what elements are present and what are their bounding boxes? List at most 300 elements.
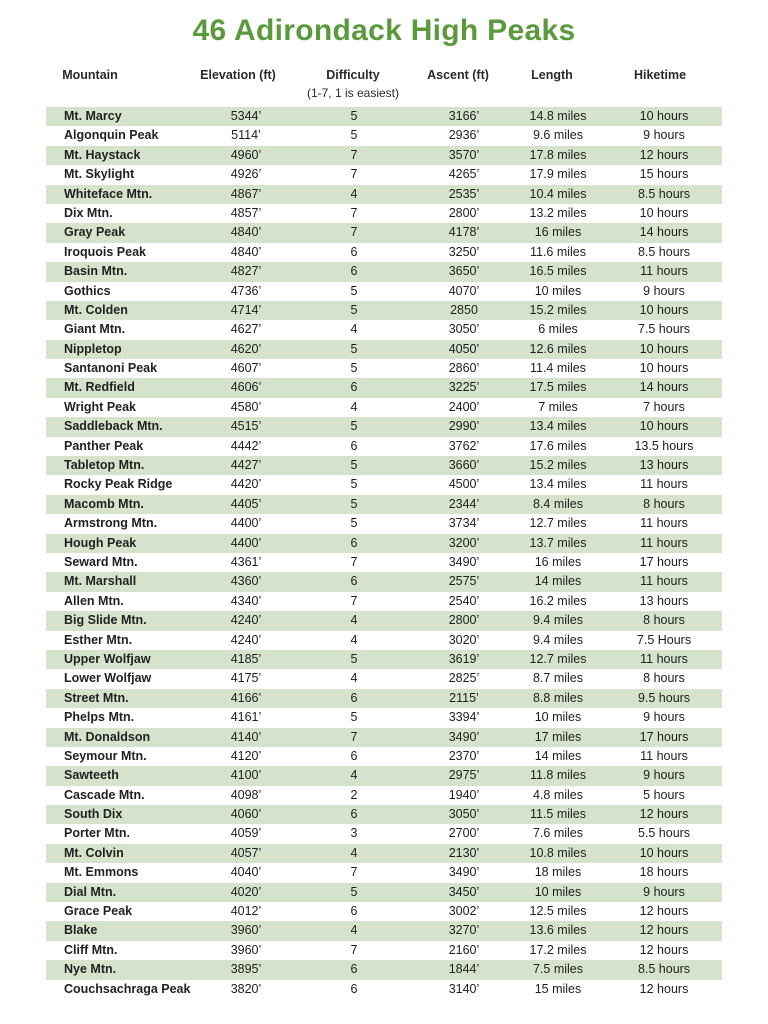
cell-ascent: 3200’ bbox=[448, 535, 480, 550]
cell-length: 9.4 miles bbox=[532, 613, 584, 628]
cell-ascent: 2344’ bbox=[448, 496, 480, 511]
table-row bbox=[46, 514, 722, 533]
table-row bbox=[46, 921, 722, 940]
cell-mountain: Mt. Colvin bbox=[64, 845, 124, 860]
cell-length: 15.2 miles bbox=[529, 458, 587, 473]
cell-hiketime: 8.5 hours bbox=[637, 962, 691, 977]
table-row bbox=[46, 786, 722, 805]
cell-length: 8.4 miles bbox=[532, 496, 584, 511]
cell-difficulty: 6 bbox=[350, 904, 358, 919]
cell-difficulty: 2 bbox=[350, 787, 358, 802]
header-ascent: Ascent (ft) bbox=[427, 68, 489, 82]
cell-length: 9.6 miles bbox=[532, 128, 584, 143]
table-row bbox=[46, 824, 722, 843]
cell-mountain: Mt. Skylight bbox=[64, 167, 135, 182]
cell-mountain: Gothics bbox=[64, 283, 111, 298]
cell-ascent: 3490’ bbox=[448, 729, 480, 744]
cell-elevation: 4607’ bbox=[230, 361, 262, 376]
cell-elevation: 4140’ bbox=[230, 729, 262, 744]
cell-mountain: Blake bbox=[64, 923, 98, 938]
cell-difficulty: 6 bbox=[350, 962, 358, 977]
cell-length: 16.5 miles bbox=[529, 264, 587, 279]
cell-ascent: 4050’ bbox=[448, 341, 480, 356]
cell-length: 13.4 miles bbox=[529, 419, 587, 434]
cell-length: 17.8 miles bbox=[529, 147, 587, 162]
cell-difficulty: 7 bbox=[350, 205, 358, 220]
cell-difficulty: 5 bbox=[350, 496, 358, 511]
cell-ascent: 3490’ bbox=[448, 865, 480, 880]
cell-difficulty: 4 bbox=[350, 768, 358, 783]
cell-difficulty: 7 bbox=[350, 942, 358, 957]
cell-elevation: 4442’ bbox=[230, 438, 262, 453]
table-row bbox=[46, 592, 722, 611]
cell-hiketime: 7.5 Hours bbox=[636, 632, 692, 647]
cell-length: 10 miles bbox=[534, 283, 582, 298]
cell-ascent: 3619’ bbox=[448, 651, 480, 666]
table-row bbox=[46, 805, 722, 824]
cell-ascent: 3002’ bbox=[448, 904, 480, 919]
table-row bbox=[46, 844, 722, 863]
cell-mountain: Seward Mtn. bbox=[64, 554, 138, 569]
table-row bbox=[46, 359, 722, 378]
cell-mountain: Grace Peak bbox=[64, 904, 133, 919]
cell-length: 11.8 miles bbox=[529, 768, 587, 783]
cell-difficulty: 5 bbox=[350, 710, 358, 725]
table-row bbox=[46, 204, 722, 223]
cell-elevation: 4060’ bbox=[230, 807, 262, 822]
cell-difficulty: 4 bbox=[350, 613, 358, 628]
cell-difficulty: 6 bbox=[350, 690, 358, 705]
cell-hiketime: 8 hours bbox=[643, 613, 685, 628]
cell-ascent: 3225’ bbox=[448, 380, 480, 395]
cell-mountain: Porter Mtn. bbox=[64, 826, 130, 841]
cell-ascent: 3166’ bbox=[448, 109, 480, 123]
cell-elevation: 4161’ bbox=[230, 710, 262, 725]
cell-difficulty: 5 bbox=[350, 109, 358, 123]
cell-mountain: Basin Mtn. bbox=[64, 264, 128, 279]
cell-elevation: 4840’ bbox=[230, 225, 262, 240]
cell-ascent: 2825’ bbox=[448, 671, 480, 686]
cell-elevation: 4057’ bbox=[230, 845, 262, 860]
cell-elevation: 4120’ bbox=[230, 748, 262, 763]
table-row bbox=[46, 417, 722, 436]
table-row bbox=[46, 669, 722, 688]
cell-elevation: 4400’ bbox=[230, 535, 262, 550]
cell-difficulty: 6 bbox=[350, 380, 358, 395]
cell-difficulty: 4 bbox=[350, 845, 358, 860]
cell-hiketime: 10 hours bbox=[639, 341, 689, 356]
cell-hiketime: 13.5 hours bbox=[634, 438, 694, 453]
cell-difficulty: 7 bbox=[350, 865, 358, 880]
cell-elevation: 4020’ bbox=[230, 884, 262, 899]
cell-difficulty: 7 bbox=[350, 147, 358, 162]
cell-mountain: Macomb Mtn. bbox=[64, 496, 144, 511]
cell-mountain: Nye Mtn. bbox=[64, 962, 117, 977]
cell-length: 4.8 miles bbox=[532, 787, 584, 802]
table-row bbox=[46, 883, 722, 902]
table-row bbox=[46, 398, 722, 417]
cell-hiketime: 17 hours bbox=[639, 729, 689, 744]
cell-elevation: 4960’ bbox=[230, 147, 262, 162]
cell-length: 6 miles bbox=[538, 322, 578, 337]
cell-mountain: Seymour Mtn. bbox=[64, 748, 147, 763]
cell-difficulty: 5 bbox=[350, 458, 358, 473]
table-row bbox=[46, 301, 722, 320]
cell-hiketime: 14 hours bbox=[639, 225, 689, 240]
cell-elevation: 5114’ bbox=[231, 128, 261, 143]
cell-mountain: Whiteface Mtn. bbox=[64, 186, 153, 201]
cell-mountain: Iroquois Peak bbox=[64, 244, 146, 259]
cell-hiketime: 10 hours bbox=[639, 302, 689, 317]
cell-length: 17.6 miles bbox=[529, 438, 587, 453]
cell-elevation: 3960’ bbox=[230, 942, 262, 957]
cell-hiketime: 7 hours bbox=[643, 399, 685, 414]
cell-mountain: Dial Mtn. bbox=[64, 884, 117, 899]
cell-length: 14.8 miles bbox=[529, 109, 587, 123]
cell-elevation: 4867’ bbox=[230, 186, 262, 201]
cell-length: 17 miles bbox=[534, 729, 582, 744]
cell-hiketime: 9 hours bbox=[643, 710, 685, 725]
cell-hiketime: 12 hours bbox=[639, 923, 689, 938]
cell-difficulty: 3 bbox=[350, 826, 358, 841]
cell-mountain: Mt. Haystack bbox=[64, 147, 141, 162]
cell-mountain: Saddleback Mtn. bbox=[64, 419, 163, 434]
table-row bbox=[46, 611, 722, 630]
cell-length: 15.2 miles bbox=[529, 302, 587, 317]
cell-ascent: 4070’ bbox=[448, 283, 480, 298]
cell-mountain: Mt. Donaldson bbox=[64, 729, 151, 744]
header-difficulty bbox=[284, 66, 422, 102]
cell-mountain: Esther Mtn. bbox=[64, 632, 133, 647]
cell-elevation: 4515’ bbox=[230, 419, 262, 434]
cell-hiketime: 11 hours bbox=[640, 477, 688, 492]
cell-ascent: 1940’ bbox=[448, 787, 480, 802]
cell-hiketime: 8.5 hours bbox=[637, 186, 691, 201]
cell-elevation: 4840’ bbox=[230, 244, 262, 259]
cell-length: 16.2 miles bbox=[529, 593, 587, 608]
table-row bbox=[46, 282, 722, 301]
cell-difficulty: 5 bbox=[350, 477, 358, 492]
cell-mountain: Rocky Peak Ridge bbox=[64, 477, 173, 492]
cell-mountain: Cliff Mtn. bbox=[64, 942, 118, 957]
cell-length: 15 miles bbox=[534, 981, 582, 996]
cell-ascent: 3050’ bbox=[448, 322, 480, 337]
cell-length: 11.5 miles bbox=[529, 807, 587, 822]
cell-mountain: Big Slide Mtn. bbox=[64, 613, 147, 628]
table-row bbox=[46, 165, 722, 184]
cell-hiketime: 11 hours bbox=[640, 264, 688, 279]
cell-difficulty: 5 bbox=[350, 419, 358, 434]
cell-length: 14 miles bbox=[534, 748, 582, 763]
cell-hiketime: 10 hours bbox=[639, 109, 689, 123]
cell-hiketime: 8 hours bbox=[643, 671, 685, 686]
cell-difficulty: 6 bbox=[350, 807, 358, 822]
cell-hiketime: 17 hours bbox=[639, 554, 689, 569]
cell-length: 13.7 miles bbox=[529, 535, 587, 550]
cell-elevation: 4580’ bbox=[230, 399, 262, 414]
cell-elevation: 4714’ bbox=[230, 302, 262, 317]
header-difficulty-label: Difficulty bbox=[326, 68, 380, 82]
cell-hiketime: 11 hours bbox=[640, 748, 688, 763]
cell-mountain: Mt. Emmons bbox=[64, 865, 139, 880]
header-mountain: Mountain bbox=[62, 68, 118, 82]
cell-difficulty: 4 bbox=[350, 322, 358, 337]
cell-ascent: 2540’ bbox=[448, 593, 480, 608]
cell-difficulty: 7 bbox=[350, 593, 358, 608]
cell-ascent: 3570’ bbox=[448, 147, 480, 162]
cell-elevation: 4606’ bbox=[230, 380, 262, 395]
header-hiketime: Hiketime bbox=[633, 68, 687, 82]
cell-ascent: 2370’ bbox=[448, 748, 480, 763]
table-row bbox=[46, 126, 722, 145]
cell-hiketime: 9.5 hours bbox=[637, 690, 691, 705]
cell-hiketime: 5 hours bbox=[643, 787, 685, 802]
table-row bbox=[46, 262, 722, 281]
cell-length: 16 miles bbox=[534, 225, 582, 240]
cell-ascent: 2160’ bbox=[448, 942, 480, 957]
cell-difficulty: 7 bbox=[350, 167, 358, 182]
cell-length: 17.5 miles bbox=[529, 380, 587, 395]
table-row bbox=[46, 340, 722, 359]
cell-hiketime: 12 hours bbox=[639, 904, 689, 919]
cell-mountain: Hough Peak bbox=[64, 535, 137, 550]
cell-difficulty: 6 bbox=[350, 981, 358, 996]
cell-difficulty: 6 bbox=[350, 535, 358, 550]
cell-ascent: 2400’ bbox=[448, 399, 480, 414]
cell-elevation: 4827’ bbox=[230, 264, 262, 279]
cell-elevation: 4361’ bbox=[230, 554, 262, 569]
cell-hiketime: 18 hours bbox=[639, 865, 689, 880]
cell-difficulty: 4 bbox=[350, 671, 358, 686]
table-row bbox=[46, 902, 722, 921]
table-row bbox=[46, 223, 722, 242]
cell-length: 17.2 miles bbox=[529, 942, 587, 957]
cell-elevation: 4427’ bbox=[230, 458, 262, 473]
cell-length: 12.7 miles bbox=[529, 516, 587, 531]
header-length: Length bbox=[531, 68, 573, 82]
cell-length: 14 miles bbox=[534, 574, 582, 589]
cell-length: 13.4 miles bbox=[529, 477, 587, 492]
cell-ascent: 3270’ bbox=[448, 923, 480, 938]
cell-elevation: 4340’ bbox=[230, 593, 262, 608]
cell-ascent: 2535’ bbox=[448, 186, 480, 201]
table-row bbox=[46, 495, 722, 514]
cell-length: 17.9 miles bbox=[529, 167, 587, 182]
cell-mountain: Nippletop bbox=[64, 341, 122, 356]
cell-ascent: 3650’ bbox=[448, 264, 480, 279]
cell-ascent: 2860’ bbox=[448, 361, 480, 376]
table-row bbox=[46, 553, 722, 572]
cell-hiketime: 9 hours bbox=[643, 768, 685, 783]
cell-ascent: 2936’ bbox=[448, 128, 480, 143]
cell-elevation: 4620’ bbox=[230, 341, 262, 356]
cell-hiketime: 9 hours bbox=[643, 128, 685, 143]
cell-length: 18 miles bbox=[534, 865, 582, 880]
cell-difficulty: 5 bbox=[350, 341, 358, 356]
cell-length: 11.6 miles bbox=[529, 244, 587, 259]
cell-ascent: 2800’ bbox=[448, 613, 480, 628]
header-elevation: Elevation (ft) bbox=[200, 68, 276, 82]
peaks-table bbox=[46, 107, 722, 999]
cell-length: 7.6 miles bbox=[532, 826, 584, 841]
cell-difficulty: 6 bbox=[350, 438, 358, 453]
cell-ascent: 3394’ bbox=[448, 710, 480, 725]
cell-mountain: Couchsachraga Peak bbox=[64, 981, 191, 996]
cell-elevation: 4240’ bbox=[230, 613, 262, 628]
cell-length: 12.5 miles bbox=[529, 904, 587, 919]
cell-elevation: 3960’ bbox=[230, 923, 262, 938]
cell-hiketime: 12 hours bbox=[639, 147, 689, 162]
cell-length: 16 miles bbox=[534, 554, 582, 569]
cell-hiketime: 11 hours bbox=[640, 535, 688, 550]
table-row bbox=[46, 650, 722, 669]
cell-mountain: Sawteeth bbox=[64, 768, 119, 783]
cell-difficulty: 4 bbox=[350, 923, 358, 938]
cell-mountain: Wright Peak bbox=[64, 399, 137, 414]
cell-hiketime: 10 hours bbox=[639, 205, 689, 220]
cell-difficulty: 6 bbox=[350, 244, 358, 259]
header-difficulty-scale: (1-7, 1 is easiest) bbox=[306, 86, 400, 100]
cell-elevation: 4400’ bbox=[230, 516, 262, 531]
cell-length: 10 miles bbox=[534, 710, 582, 725]
table-row bbox=[46, 631, 722, 650]
cell-length: 7 miles bbox=[538, 399, 578, 414]
cell-elevation: 4098’ bbox=[230, 787, 262, 802]
cell-hiketime: 7.5 hours bbox=[637, 322, 691, 337]
table-row bbox=[46, 960, 722, 979]
cell-difficulty: 7 bbox=[350, 554, 358, 569]
cell-elevation: 4185’ bbox=[230, 651, 262, 666]
cell-ascent: 3250’ bbox=[448, 244, 480, 259]
cell-mountain: Mt. Marshall bbox=[64, 574, 137, 589]
table-row bbox=[46, 941, 722, 960]
cell-mountain: Algonquin Peak bbox=[64, 128, 159, 143]
cell-ascent: 2975’ bbox=[448, 768, 480, 783]
cell-mountain: Lower Wolfjaw bbox=[64, 671, 152, 686]
table-row bbox=[46, 766, 722, 785]
cell-elevation: 4100’ bbox=[230, 768, 262, 783]
cell-hiketime: 9 hours bbox=[643, 884, 685, 899]
cell-ascent: 4500’ bbox=[448, 477, 480, 492]
cell-mountain: Santanoni Peak bbox=[64, 361, 158, 376]
cell-hiketime: 12 hours bbox=[639, 807, 689, 822]
cell-mountain: Panther Peak bbox=[64, 438, 144, 453]
cell-ascent: 4178’ bbox=[448, 225, 480, 240]
cell-length: 13.6 miles bbox=[529, 923, 587, 938]
table-row bbox=[46, 534, 722, 553]
cell-hiketime: 8 hours bbox=[643, 496, 685, 511]
cell-difficulty: 4 bbox=[350, 632, 358, 647]
cell-mountain: Dix Mtn. bbox=[64, 205, 113, 220]
cell-elevation: 5344’ bbox=[230, 109, 262, 123]
table-row bbox=[46, 107, 722, 126]
cell-ascent: 2800’ bbox=[448, 205, 480, 220]
cell-ascent: 3020’ bbox=[448, 632, 480, 647]
table-row bbox=[46, 456, 722, 475]
cell-length: 8.7 miles bbox=[532, 671, 584, 686]
table-row bbox=[46, 475, 722, 494]
cell-difficulty: 5 bbox=[350, 361, 358, 376]
cell-length: 12.7 miles bbox=[529, 651, 587, 666]
cell-mountain: Street Mtn. bbox=[64, 690, 129, 705]
cell-difficulty: 5 bbox=[350, 302, 358, 317]
cell-mountain: Mt. Marcy bbox=[64, 109, 122, 123]
table-row bbox=[46, 689, 722, 708]
table-row bbox=[46, 728, 722, 747]
cell-hiketime: 10 hours bbox=[639, 845, 689, 860]
cell-ascent: 2575’ bbox=[448, 574, 480, 589]
cell-length: 8.8 miles bbox=[532, 690, 584, 705]
cell-elevation: 4420’ bbox=[230, 477, 262, 492]
cell-length: 10.8 miles bbox=[529, 845, 587, 860]
cell-difficulty: 6 bbox=[350, 264, 358, 279]
cell-mountain: Phelps Mtn. bbox=[64, 710, 135, 725]
cell-mountain: Allen Mtn. bbox=[64, 593, 124, 608]
cell-ascent: 3660’ bbox=[448, 458, 480, 473]
table-row bbox=[46, 378, 722, 397]
table-row bbox=[46, 185, 722, 204]
page-title: 46 Adirondack High Peaks bbox=[192, 14, 576, 47]
cell-mountain: Cascade Mtn. bbox=[64, 787, 145, 802]
cell-ascent: 3490’ bbox=[448, 554, 480, 569]
cell-difficulty: 7 bbox=[350, 225, 358, 240]
cell-elevation: 4040’ bbox=[230, 865, 262, 880]
cell-elevation: 4405’ bbox=[230, 496, 262, 511]
cell-mountain: Armstrong Mtn. bbox=[64, 516, 158, 531]
cell-mountain: Mt. Colden bbox=[64, 302, 128, 317]
table-row bbox=[46, 243, 722, 262]
cell-elevation: 4240’ bbox=[230, 632, 262, 647]
cell-hiketime: 13 hours bbox=[639, 458, 689, 473]
cell-elevation: 4857’ bbox=[230, 205, 262, 220]
cell-ascent: 3762’ bbox=[448, 438, 480, 453]
cell-ascent: 2850 bbox=[450, 302, 478, 317]
cell-length: 13.2 miles bbox=[529, 205, 587, 220]
cell-ascent: 3050’ bbox=[448, 807, 480, 822]
cell-difficulty: 5 bbox=[350, 884, 358, 899]
cell-hiketime: 12 hours bbox=[639, 981, 689, 996]
cell-mountain: Tabletop Mtn. bbox=[64, 458, 145, 473]
cell-difficulty: 5 bbox=[350, 128, 358, 143]
cell-mountain: Upper Wolfjaw bbox=[64, 651, 151, 666]
cell-difficulty: 7 bbox=[350, 729, 358, 744]
cell-hiketime: 13 hours bbox=[639, 593, 689, 608]
cell-difficulty: 5 bbox=[350, 283, 358, 298]
cell-elevation: 3895’ bbox=[230, 962, 262, 977]
cell-hiketime: 11 hours bbox=[640, 574, 688, 589]
cell-mountain: Gray Peak bbox=[64, 225, 126, 240]
cell-elevation: 4360’ bbox=[230, 574, 262, 589]
cell-elevation: 4736’ bbox=[230, 283, 262, 298]
cell-ascent: 3140’ bbox=[448, 981, 480, 996]
cell-ascent: 2700’ bbox=[448, 826, 480, 841]
cell-elevation: 4627’ bbox=[230, 322, 262, 337]
cell-elevation: 4166’ bbox=[230, 690, 262, 705]
cell-mountain: South Dix bbox=[64, 807, 123, 822]
cell-hiketime: 11 hours bbox=[640, 516, 688, 531]
cell-hiketime: 11 hours bbox=[640, 651, 688, 666]
cell-length: 10 miles bbox=[534, 884, 582, 899]
cell-mountain: Mt. Redfield bbox=[64, 380, 135, 395]
cell-mountain: Giant Mtn. bbox=[64, 322, 126, 337]
cell-difficulty: 6 bbox=[350, 574, 358, 589]
cell-difficulty: 5 bbox=[350, 516, 358, 531]
cell-length: 9.4 miles bbox=[532, 632, 584, 647]
cell-hiketime: 10 hours bbox=[639, 419, 689, 434]
cell-length: 11.4 miles bbox=[529, 361, 587, 376]
table-row bbox=[46, 320, 722, 339]
cell-difficulty: 5 bbox=[350, 651, 358, 666]
